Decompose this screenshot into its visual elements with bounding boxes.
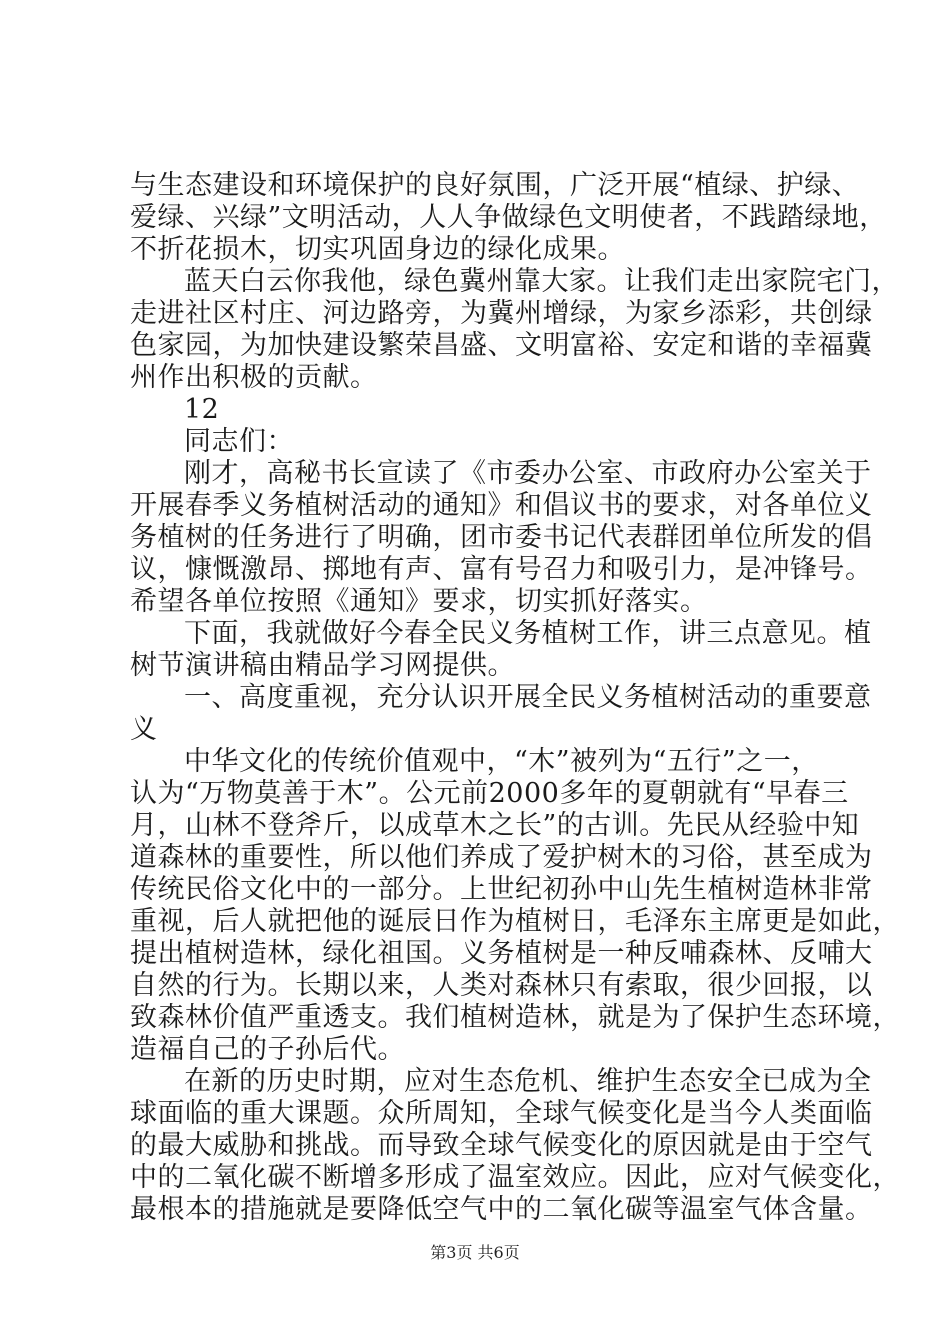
text-line: 中华文化的传统价值观中，“木”被列为“五行”之一， [184,746,819,777]
text-line: 刚才，高秘书长宣读了《市委办公室、市政府办公室关于 [184,458,872,489]
text-line: 下面，我就做好今春全民义务植树工作，讲三点意见。植 [184,618,872,649]
text-line: 希望各单位按照《通知》要求，切实抓好落实。 [130,586,708,617]
text-line: 蓝天白云你我他，绿色冀州靠大家。让我们走出家院宅门， [184,266,899,297]
text-line: 12 [184,394,220,425]
text-line: 色家园，为加快建设繁荣昌盛、文明富裕、安定和谐的幸福冀 [130,330,873,361]
text-line: 不折花损木，切实巩固身边的绿化成果。 [130,234,625,265]
text-line: 在新的历史时期，应对生态危机、维护生态安全已成为全 [184,1066,872,1097]
text-line: 议，慷慨激昂、掷地有声、富有号召力和吸引力，是冲锋号。 [130,554,873,585]
text-line: 义 [130,714,158,745]
document-body [130,170,900,1226]
text-line: 重视，后人就把他的诞辰日作为植树日，毛泽东主席更是如此， [130,906,900,937]
text-line: 球面临的重大课题。众所周知，全球气候变化是当今人类面临 [130,1098,873,1129]
text-line: 传统民俗文化中的一部分。上世纪初孙中山先生植树造林非常 [130,874,873,905]
text-line: 州作出积极的贡献。 [130,362,378,393]
text-line: 与生态建设和环境保护的良好氛围，广泛开展“植绿、护绿、 [130,170,860,201]
text-line: 爱绿、兴绿”文明活动，人人争做绿色文明使者，不践踏绿地， [130,202,887,233]
page-footer: 第3页 共6页 [430,1243,520,1262]
text-line: 认为“万物莫善于木”。公元前2000多年的夏朝就有“早春三 [130,778,849,809]
text-line: 中的二氧化碳不断增多形成了温室效应。因此，应对气候变化， [130,1162,900,1193]
text-line: 最根本的措施就是要降低空气中的二氧化碳等温室气体含量。 [130,1194,873,1225]
text-line: 的最大威胁和挑战。而导致全球气候变化的原因就是由于空气 [130,1130,873,1161]
text-line: 提出植树造林，绿化祖国。义务植树是一种反哺森林、反哺大 [130,938,873,969]
text-line: 一、高度重视，充分认识开展全民义务植树活动的重要意 [184,682,872,713]
text-line: 致森林价值严重透支。我们植树造林，就是为了保护生态环境， [130,1002,900,1033]
text-line: 自然的行为。长期以来，人类对森林只有索取，很少回报，以 [130,970,873,1001]
text-line: 务植树的任务进行了明确，团市委书记代表群团单位所发的倡 [130,522,873,553]
text-line: 树节演讲稿由精品学习网提供。 [130,650,515,681]
text-line: 走进社区村庄、河边路旁，为冀州增绿，为家乡添彩，共创绿 [130,298,873,329]
text-line: 道森林的重要性，所以他们养成了爱护树木的习俗，甚至成为 [130,842,873,873]
text-line: 开展春季义务植树活动的通知》和倡议书的要求，对各单位义 [130,490,873,521]
text-line: 同志们： [184,426,294,457]
text-line: 月，山林不登斧斤，以成草木之长”的古训。先民从经验中知 [130,810,860,841]
text-line: 造福自己的子孙后代。 [130,1034,405,1065]
